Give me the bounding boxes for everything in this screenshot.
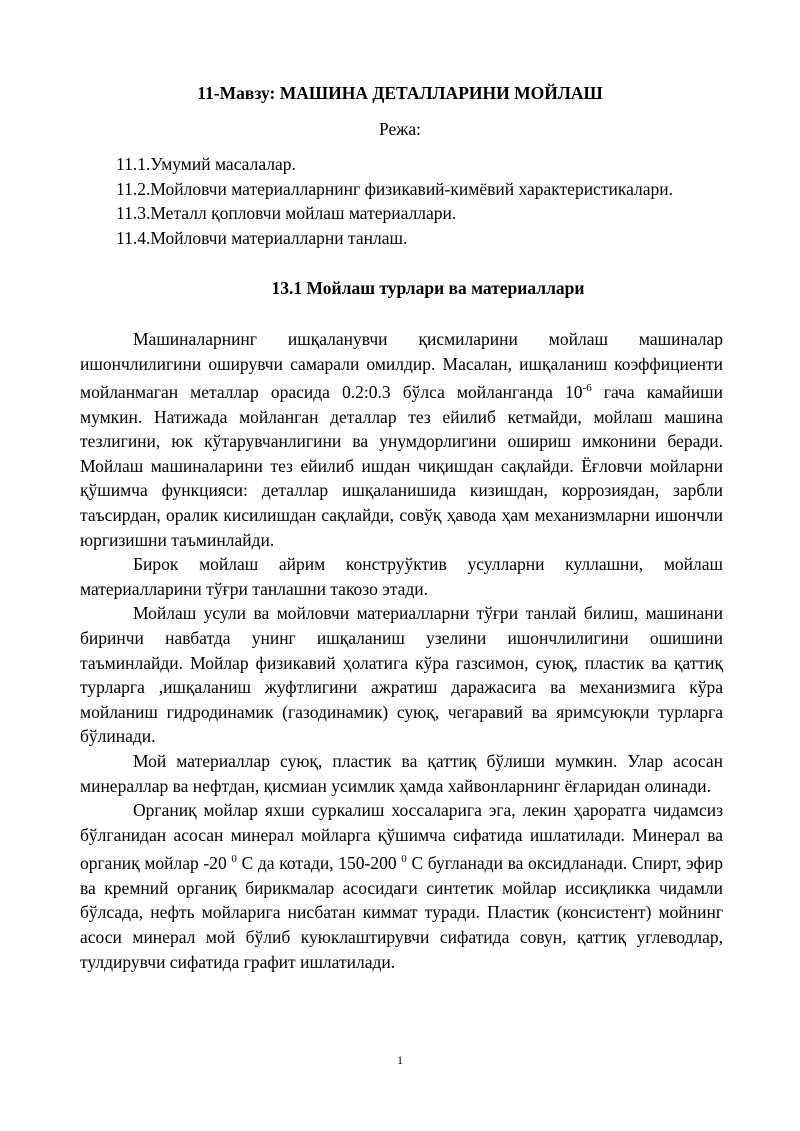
- paragraph-text: Органиқ мойлар яхши суркалиш хоссаларига эга, лекин ҳароратга чидамсиз бўлганидан асосан минерал мойларга қўшимча сифатида ишлатилади. Минерал ва органиқ мойлар -20: [80, 800, 723, 874]
- paragraph-text: Машиналарнинг ишқаланувчи қисмиларини мойлаш машиналар ишончлилигини оширувчи самарали омилдир. Масалан, ишқаланиш коэффициенти мойланмаган металлар орасида 0.2:0.3 бўлса мойланганда 10: [80, 329, 723, 403]
- section-heading: 13.1 Мойлаш турлари ва материаллари: [271, 278, 585, 298]
- page-number: 1: [397, 1053, 403, 1067]
- paragraph: [80, 327, 723, 552]
- plan-item: 11.3.Металл қопловчи мойлаш материаллари.: [116, 203, 457, 224]
- paragraph-text: С да котади, 150-200: [241, 853, 397, 874]
- paragraph-text: Мойлаш усули ва мойловчи материалларни тўғри танлай билиш, машинани биринчи навбатда унинг ишқаланиш узелини ишончлилигини ошишини таъминлайди. Мойлар физикавий ҳолатига кўра газсимон, суюқ, пластик ва қаттиқ турларга ,ишқаланиш жуфтлигини ажратиш даражасига ва механизмига кўра мойланиш гидродинамик (газодинамик) суюқ, чегаравий ва яримсуюқли турларга бўлинади.: [80, 603, 723, 747]
- superscript: 0: [401, 853, 407, 866]
- body-text: [80, 327, 723, 974]
- paragraph-text: гача камайиши мумкин. Натижада мойланган деталлар тез ейилиб кетмайди, мойлаш машина тезлигини, юк кўтарувчанлигини ва унумдорлигини ошириш имконини беради. Мойлаш машиналарини тез ейилиб ишдан чиқишдан сақлайди. Ёғловчи мойларни қўшимча функцияси: деталлар ишқаланишида кизишдан, коррозиядан, зарбли таъсирдан, оралик кисилишдан сақлайди, совўқ ҳавода ҳам механизмларни ишончли юргизишни таъминлайди.: [80, 382, 723, 550]
- plan-list: [116, 152, 736, 250]
- paragraph-text: Бирок мойлаш айрим конструўктив усулларни куллашни, мойлаш материалларини тўғри танлашни такозо этади.: [80, 554, 723, 599]
- paragraph-text: С бугланади ва оксидланади. Спирт, эфир ва кремний органиқ бирикмалар асосидаги синтетик мойлар иссиқликка чидамли бўлсада, нефть мойларига нисбатан киммат туради. Пластик (консистент) мойнинг асоси минерал мой бўлиб куюклаштирувчи сифатида совун, қаттиқ углеводлар, тулдирувчи сифатида графит ишлатилади.: [80, 853, 723, 972]
- superscript: -6: [582, 382, 592, 395]
- paragraph: [80, 552, 723, 601]
- plan-item: 11.1.Умумий масалалар.: [116, 154, 296, 174]
- paragraph: [80, 798, 723, 974]
- superscript: 0: [231, 853, 237, 866]
- plan-item: 11.4.Мойловчи материалларни танлаш.: [116, 227, 408, 248]
- paragraph: [80, 749, 723, 798]
- paragraph-text: Мой материаллар суюқ, пластик ва қаттиқ бўлиши мумкин. Улар асосан минераллар ва нефтдан, қисмиан усимлик ҳамда хайвонларнинг ёғларидан олинади.: [80, 750, 723, 796]
- document-title: 11-Мавзу: МАШИНА ДЕТАЛЛАРИНИ МОЙЛАШ: [197, 83, 603, 103]
- paragraph: [80, 601, 723, 749]
- plan-item: 11.2.Мойловчи материалларнинг физикавий-кимёвий характеристикалари.: [116, 178, 673, 199]
- plan-label: Режа:: [379, 119, 421, 139]
